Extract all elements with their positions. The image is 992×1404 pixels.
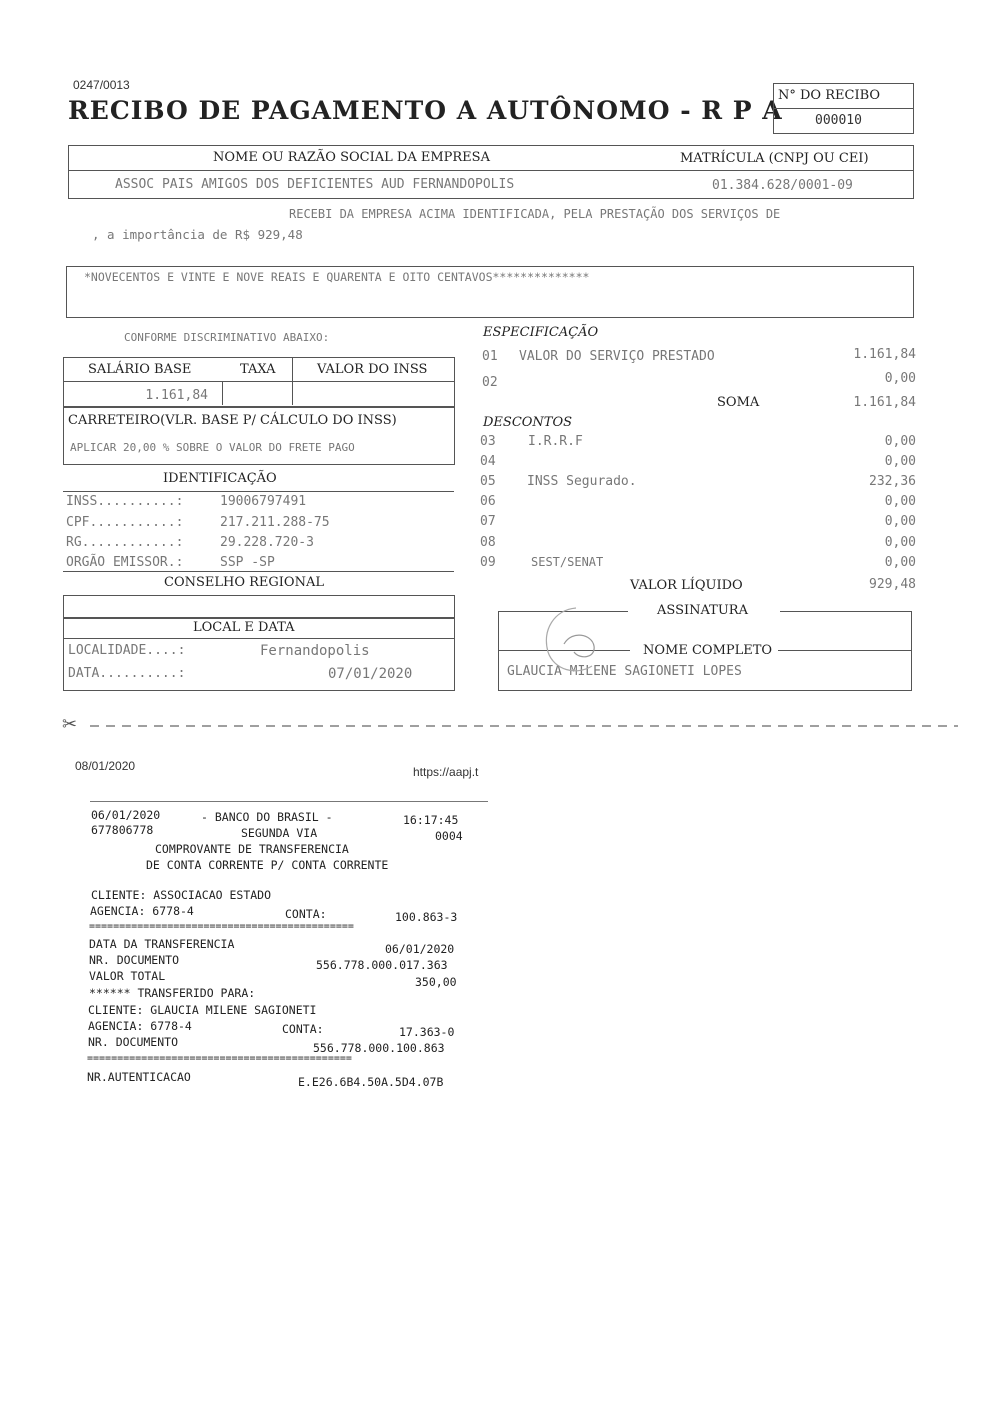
print-date: 08/01/2020 bbox=[75, 759, 136, 773]
nr-documento-2-value: 556.778.000.100.863 bbox=[313, 1041, 445, 1055]
desc-num: 03 bbox=[480, 434, 496, 449]
id-orgao-label: ORGÃO EMISSOR.: bbox=[66, 555, 184, 570]
nr-documento-label: NR. DOCUMENTO bbox=[89, 953, 180, 967]
soma-value: 1.161,84 bbox=[853, 395, 916, 410]
receipt-number-label: N° DO RECIBO bbox=[778, 88, 881, 103]
data-label: DATA..........: bbox=[68, 666, 186, 681]
data-transferencia-label: DATA DA TRANSFERENCIA bbox=[89, 937, 235, 951]
identificacao-title: IDENTIFICAÇÃO bbox=[163, 471, 277, 486]
document-code: 0247/0013 bbox=[73, 78, 130, 92]
company-name: ASSOC PAIS AMIGOS DOS DEFICIENTES AUD FERNANDOPOLIS bbox=[115, 177, 515, 192]
conta-destino-value: 17.363-0 bbox=[399, 1025, 455, 1039]
segunda-via: SEGUNDA VIA bbox=[241, 826, 318, 840]
nome-completo-value: GLAUCIA MILENE SAGIONETI LOPES bbox=[507, 664, 742, 679]
receipt-title-2: DE CONTA CORRENTE P/ CONTA CORRENTE bbox=[146, 858, 389, 872]
autenticacao-label: NR.AUTENTICACAO bbox=[87, 1070, 191, 1084]
desc-num: 05 bbox=[480, 474, 496, 489]
carreteiro-text: APLICAR 20,00 % SOBRE O VALOR DO FRETE PAGO bbox=[70, 441, 355, 454]
desc-value: 232,36 bbox=[869, 474, 916, 489]
especificacao-title: ESPECIFICAÇÃO bbox=[483, 325, 599, 340]
valor-liquido-label: VALOR LÍQUIDO bbox=[630, 578, 743, 593]
company-name-label: NOME OU RAZÃO SOCIAL DA EMPRESA bbox=[213, 150, 490, 165]
separator: ============================================ bbox=[89, 921, 354, 932]
valor-total-label: VALOR TOTAL bbox=[89, 969, 166, 983]
amount-in-words: *NOVECENTOS E VINTE E NOVE REAIS E QUARENTA E OITO CENTAVOS************** bbox=[84, 270, 590, 284]
valor-liquido-value: 929,48 bbox=[869, 577, 916, 592]
data-value: 07/01/2020 bbox=[328, 666, 413, 682]
carreteiro-title: CARRETEIRO(VLR. BASE P/ CÁLCULO DO INSS) bbox=[68, 413, 397, 428]
id-cpf-value: 217.211.288-75 bbox=[220, 515, 330, 530]
salario-base-value: 1.161,84 bbox=[145, 388, 208, 403]
transfer-date: 06/01/2020 bbox=[91, 808, 161, 822]
desc-num: 09 bbox=[480, 555, 496, 570]
separator: ============================================ bbox=[87, 1053, 352, 1064]
valor-total-value: 350,00 bbox=[415, 975, 457, 989]
transfer-seq: 0004 bbox=[435, 829, 463, 843]
desc-value: 0,00 bbox=[884, 555, 916, 570]
espec-desc: VALOR DO SERVIÇO PRESTADO bbox=[519, 349, 715, 364]
descontos-title: DESCONTOS bbox=[483, 415, 573, 430]
espec-value: 0,00 bbox=[884, 371, 916, 386]
desc-text: I.R.R.F bbox=[528, 434, 583, 449]
id-cpf-label: CPF...........: bbox=[66, 515, 184, 530]
desc-value: 0,00 bbox=[884, 514, 916, 529]
conta-origem-label: CONTA: bbox=[285, 907, 327, 921]
conselho-regional-box bbox=[63, 595, 455, 619]
data-transferencia-value: 06/01/2020 bbox=[385, 942, 455, 956]
desc-text: INSS Segurado. bbox=[527, 474, 637, 489]
conta-origem-value: 100.863-3 bbox=[395, 910, 458, 924]
espec-num: 01 bbox=[482, 349, 498, 364]
id-inss-value: 19006797491 bbox=[220, 494, 307, 509]
receipt-number-value: 000010 bbox=[815, 113, 862, 128]
svg-text:✂: ✂ bbox=[62, 714, 78, 734]
id-rg-value: 29.228.720-3 bbox=[220, 535, 314, 550]
desc-num: 06 bbox=[480, 494, 496, 509]
espec-num: 02 bbox=[482, 375, 498, 390]
soma-label: SOMA bbox=[717, 395, 760, 410]
id-orgao-value: SSP -SP bbox=[220, 555, 275, 570]
discriminativo-label: CONFORME DISCRIMINATIVO ABAIXO: bbox=[124, 331, 330, 344]
company-cnpj: 01.384.628/0001-09 bbox=[712, 178, 853, 193]
salario-base-header: SALÁRIO BASE bbox=[88, 362, 192, 377]
transfer-time: 16:17:45 bbox=[403, 813, 459, 827]
assinatura-label: ASSINATURA bbox=[657, 603, 748, 618]
agencia-origem: AGENCIA: 6778-4 bbox=[90, 904, 194, 918]
desc-text: SEST/SENAT bbox=[531, 555, 604, 569]
statement-line-2: , a importância de R$ 929,48 bbox=[92, 227, 303, 242]
company-id-label: MATRÍCULA (CNPJ OU CEI) bbox=[680, 151, 869, 166]
id-rg-label: RG............: bbox=[66, 535, 184, 550]
nr-documento-value: 556.778.000.017.363 bbox=[316, 958, 448, 972]
transferido-para: ****** TRANSFERIDO PARA: bbox=[89, 986, 256, 1000]
statement-line-1: RECEBI DA EMPRESA ACIMA IDENTIFICADA, PELA PRESTAÇÃO DOS SERVIÇOS DE bbox=[289, 207, 781, 221]
desc-num: 08 bbox=[480, 535, 496, 550]
handwritten-signature bbox=[536, 600, 616, 680]
agencia-destino: AGENCIA: 6778-4 bbox=[88, 1019, 192, 1033]
conta-destino-label: CONTA: bbox=[282, 1022, 324, 1036]
desc-num: 07 bbox=[480, 514, 496, 529]
conselho-regional-title: CONSELHO REGIONAL bbox=[164, 575, 324, 590]
transfer-code: 677806778 bbox=[91, 823, 154, 837]
desc-value: 0,00 bbox=[884, 535, 916, 550]
bank-name: - BANCO DO BRASIL - bbox=[201, 810, 333, 824]
desc-value: 0,00 bbox=[884, 434, 916, 449]
nr-documento-2-label: NR. DOCUMENTO bbox=[88, 1035, 179, 1049]
desc-num: 04 bbox=[480, 454, 496, 469]
localidade-value: Fernandopolis bbox=[260, 643, 370, 659]
local-data-title: LOCAL E DATA bbox=[193, 620, 295, 635]
desc-value: 0,00 bbox=[884, 494, 916, 509]
id-inss-label: INSS..........: bbox=[66, 494, 184, 509]
document-title: RECIBO DE PAGAMENTO A AUTÔNOMO - R P A bbox=[68, 96, 783, 125]
cut-line bbox=[60, 710, 960, 734]
espec-value: 1.161,84 bbox=[853, 347, 916, 362]
cliente-origem: CLIENTE: ASSOCIACAO ESTADO bbox=[91, 888, 272, 902]
cliente-destino: CLIENTE: GLAUCIA MILENE SAGIONETI bbox=[88, 1003, 317, 1017]
valor-inss-header: VALOR DO INSS bbox=[317, 362, 428, 377]
nome-completo-label: NOME COMPLETO bbox=[643, 643, 773, 658]
print-url: https://aapj.t bbox=[413, 765, 479, 779]
desc-value: 0,00 bbox=[884, 454, 916, 469]
taxa-header: TAXA bbox=[240, 362, 276, 377]
localidade-label: LOCALIDADE....: bbox=[68, 643, 186, 658]
receipt-title-1: COMPROVANTE DE TRANSFERENCIA bbox=[155, 842, 349, 856]
autenticacao-value: E.E26.6B4.50A.5D4.07B bbox=[298, 1075, 444, 1089]
